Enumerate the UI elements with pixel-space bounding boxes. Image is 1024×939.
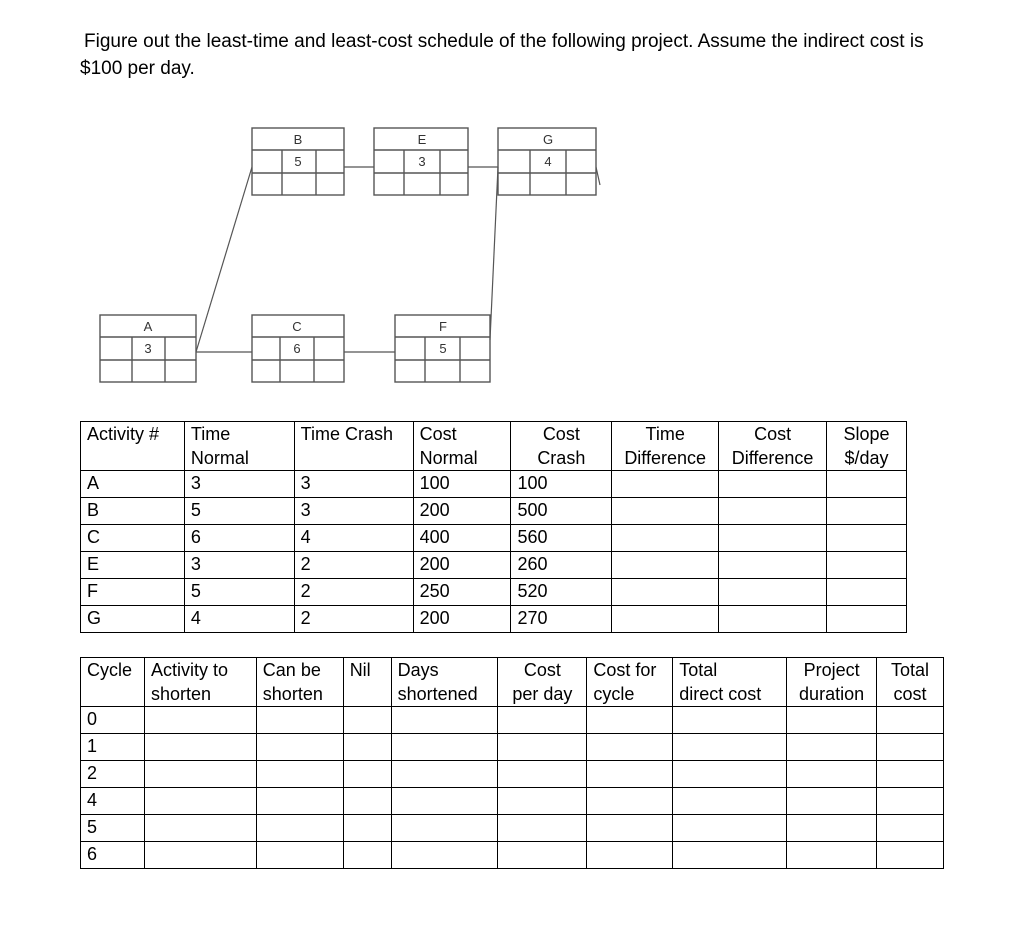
table-cell	[256, 842, 343, 869]
table-cell	[144, 788, 256, 815]
header-cell: Activity to shorten	[144, 658, 256, 707]
table-cell: 3	[184, 552, 294, 579]
table-cell	[827, 579, 907, 606]
table-cell: 400	[413, 525, 511, 552]
table-cell	[877, 734, 944, 761]
header-cell: Project duration	[787, 658, 877, 707]
header-cell: Cost Normal	[413, 422, 511, 471]
table-cell	[498, 707, 587, 734]
table-cell: G	[81, 606, 185, 633]
network-diagram	[0, 0, 1024, 400]
table-cell: 560	[511, 525, 612, 552]
table-cell	[827, 471, 907, 498]
table-cell: 520	[511, 579, 612, 606]
header-cell: Total direct cost	[673, 658, 787, 707]
table-cell: 0	[81, 707, 145, 734]
table-cell	[612, 552, 719, 579]
table-cell: 200	[413, 552, 511, 579]
node-f-label: F	[439, 319, 447, 334]
table-cell	[256, 761, 343, 788]
table-cell	[498, 734, 587, 761]
node-a-duration: 3	[144, 341, 152, 356]
cycle-row	[81, 734, 944, 761]
table-cell	[391, 815, 498, 842]
table-cell	[343, 842, 391, 869]
table-cell: 200	[413, 606, 511, 633]
table-cell: 2	[294, 606, 413, 633]
table-cell	[391, 788, 498, 815]
table-cell	[587, 761, 673, 788]
table-cell: 200	[413, 498, 511, 525]
table-cell	[673, 734, 787, 761]
table-cell: 5	[184, 579, 294, 606]
header-cell: Slope $/day	[827, 422, 907, 471]
table-cell	[256, 734, 343, 761]
header-cell: Total cost	[877, 658, 944, 707]
activity-row	[81, 606, 907, 633]
header-cell: Activity #	[81, 422, 185, 471]
table-cell	[498, 842, 587, 869]
table-cell	[498, 815, 587, 842]
node-c-duration: 6	[293, 341, 301, 356]
cycle-row	[81, 707, 944, 734]
table-cell: 260	[511, 552, 612, 579]
table-cell	[343, 815, 391, 842]
table-cell	[612, 606, 719, 633]
activity-table	[80, 421, 907, 633]
node-g-duration: 4	[544, 154, 552, 169]
table-cell	[498, 788, 587, 815]
activity-row	[81, 552, 907, 579]
problem-line-2: $100 per day.	[80, 58, 195, 79]
table-cell	[877, 842, 944, 869]
table-cell: 2	[81, 761, 145, 788]
table-cell: 2	[294, 552, 413, 579]
table-cell: 3	[294, 471, 413, 498]
table-cell	[256, 707, 343, 734]
table-cell	[391, 734, 498, 761]
table-cell	[612, 579, 719, 606]
table-cell	[787, 788, 877, 815]
activity-row	[81, 579, 907, 606]
table-cell	[719, 579, 827, 606]
table-cell	[673, 707, 787, 734]
table-cell: 5	[81, 815, 145, 842]
cycle-row	[81, 815, 944, 842]
table-cell: E	[81, 552, 185, 579]
header-cell: Cost for cycle	[587, 658, 673, 707]
table-cell	[587, 788, 673, 815]
cycle-row	[81, 761, 944, 788]
table-cell: A	[81, 471, 185, 498]
table-cell	[587, 707, 673, 734]
table-cell: 1	[81, 734, 145, 761]
header-cell: Time Difference	[612, 422, 719, 471]
table-cell	[787, 815, 877, 842]
table-cell	[256, 788, 343, 815]
table-cell	[144, 761, 256, 788]
table-cell	[719, 471, 827, 498]
table-cell	[673, 788, 787, 815]
header-cell: Cycle	[81, 658, 145, 707]
table-cell	[144, 734, 256, 761]
table-cell: 250	[413, 579, 511, 606]
table-cell	[587, 815, 673, 842]
node-f-duration: 5	[439, 341, 447, 356]
table-cell	[612, 525, 719, 552]
table-cell	[256, 815, 343, 842]
table-cell: B	[81, 498, 185, 525]
cycle-table	[80, 657, 944, 869]
table-cell	[877, 707, 944, 734]
table-cell	[587, 734, 673, 761]
table-cell	[719, 498, 827, 525]
header-cell: Time Crash	[294, 422, 413, 471]
table-cell: 270	[511, 606, 612, 633]
table-cell: 100	[511, 471, 612, 498]
table-cell: 6	[81, 842, 145, 869]
node-b-label: B	[293, 132, 303, 147]
table-cell	[612, 498, 719, 525]
table-cell	[343, 707, 391, 734]
cycle-table-header	[81, 658, 944, 707]
table-cell	[498, 761, 587, 788]
table-cell	[391, 707, 498, 734]
table-cell	[877, 761, 944, 788]
table-cell	[719, 552, 827, 579]
table-cell: 100	[413, 471, 511, 498]
header-cell: Can be shorten	[256, 658, 343, 707]
table-cell	[587, 842, 673, 869]
table-cell: 4	[294, 525, 413, 552]
table-cell	[673, 761, 787, 788]
table-cell: F	[81, 579, 185, 606]
table-cell	[877, 788, 944, 815]
table-cell: 6	[184, 525, 294, 552]
header-cell: Days shortened	[391, 658, 498, 707]
table-cell: 4	[184, 606, 294, 633]
table-cell	[144, 815, 256, 842]
header-cell: Cost Difference	[719, 422, 827, 471]
table-cell	[719, 606, 827, 633]
header-cell: Time Normal	[184, 422, 294, 471]
table-cell	[343, 761, 391, 788]
table-cell	[827, 498, 907, 525]
activity-row	[81, 525, 907, 552]
problem-line-1: Figure out the least-time and least-cost schedule of the following project. Assume the indirect cost is	[84, 31, 924, 52]
table-cell	[787, 734, 877, 761]
table-cell	[391, 842, 498, 869]
table-cell	[787, 842, 877, 869]
header-cell: Nil	[343, 658, 391, 707]
table-cell	[827, 525, 907, 552]
table-cell	[144, 842, 256, 869]
table-cell	[719, 525, 827, 552]
table-cell	[612, 471, 719, 498]
table-cell	[877, 815, 944, 842]
node-b-duration: 5	[294, 154, 302, 169]
table-cell	[787, 707, 877, 734]
table-cell	[391, 761, 498, 788]
node-e-duration: 3	[418, 154, 426, 169]
table-cell: 3	[294, 498, 413, 525]
table-cell	[144, 707, 256, 734]
table-cell: C	[81, 525, 185, 552]
table-cell	[343, 788, 391, 815]
activity-row	[81, 471, 907, 498]
cycle-row	[81, 788, 944, 815]
table-cell: 2	[294, 579, 413, 606]
node-a-label: A	[143, 319, 153, 334]
activity-row	[81, 498, 907, 525]
table-cell	[673, 842, 787, 869]
activity-table-header	[81, 422, 907, 471]
header-cell: Cost per day	[498, 658, 587, 707]
header-cell: Cost Crash	[511, 422, 612, 471]
table-cell: 500	[511, 498, 612, 525]
node-g-label: G	[542, 132, 554, 147]
table-cell: 3	[184, 471, 294, 498]
table-cell	[787, 761, 877, 788]
table-cell	[827, 606, 907, 633]
table-cell	[673, 815, 787, 842]
table-cell	[343, 734, 391, 761]
node-c-label: C	[292, 319, 302, 334]
cycle-row	[81, 842, 944, 869]
table-cell: 5	[184, 498, 294, 525]
table-cell: 4	[81, 788, 145, 815]
node-e-label: E	[417, 132, 427, 147]
table-cell	[827, 552, 907, 579]
